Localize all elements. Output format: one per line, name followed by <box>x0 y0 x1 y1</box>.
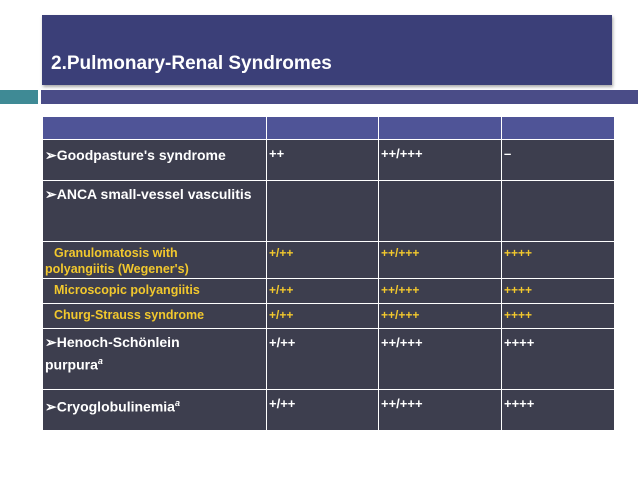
row-label-line: ➢Henoch-Schönlein <box>45 334 180 350</box>
cell-value <box>502 181 614 186</box>
row-label-cell <box>43 181 267 242</box>
row-label <box>43 390 266 417</box>
title-banner <box>42 15 612 85</box>
row-label-text: ➢Cryoglobulinemia <box>45 398 175 415</box>
cell-value: +/++ <box>269 335 296 350</box>
table-row <box>43 304 615 329</box>
table-row <box>43 140 615 181</box>
row-label-text: purpura <box>45 356 98 373</box>
cell-value <box>379 181 501 186</box>
value-cell <box>267 304 379 329</box>
footnote-marker: a <box>174 398 180 408</box>
value-cell <box>502 329 615 390</box>
value-cell <box>267 181 379 242</box>
header-cell <box>267 117 379 140</box>
cell-value: ++++ <box>504 283 533 297</box>
value-cell <box>502 181 615 242</box>
cell-value <box>267 181 378 186</box>
cell-value: ++/+++ <box>381 308 420 322</box>
value-cell <box>502 140 615 181</box>
cell-value: ++/+++ <box>381 283 420 297</box>
value-cell <box>379 329 502 390</box>
value-cell <box>379 140 502 181</box>
value-cell <box>267 329 379 390</box>
value-cell <box>502 279 615 304</box>
cell-value: ++/+++ <box>381 396 423 411</box>
cell-value: +/++ <box>269 396 296 411</box>
cell-value: ++++ <box>504 308 533 322</box>
value-cell <box>379 390 502 431</box>
slide-title: 2.Pulmonary-Renal Syndromes <box>51 53 332 74</box>
row-label-line: Granulomatosis with <box>54 246 178 260</box>
value-cell <box>379 181 502 242</box>
row-label <box>43 329 266 375</box>
row-label-cell <box>43 279 267 304</box>
cell-value: +/++ <box>269 246 294 260</box>
row-label: ➢ANCA small-vessel vasculitis <box>45 186 252 202</box>
row-label-cell <box>43 140 267 181</box>
value-cell <box>267 390 379 431</box>
cell-value: +/++ <box>269 308 294 322</box>
value-cell <box>502 304 615 329</box>
value-cell <box>502 390 615 431</box>
value-cell <box>267 140 379 181</box>
cell-value: ++++ <box>504 246 533 260</box>
row-label-cell <box>43 329 267 390</box>
value-cell <box>379 304 502 329</box>
header-cell <box>43 117 267 140</box>
value-cell <box>502 242 615 279</box>
accent-bar-purple <box>41 90 638 104</box>
cell-value: ++/+++ <box>381 246 420 260</box>
row-label-line: polyangiitis (Wegener's) <box>45 262 189 276</box>
cell-value: ++/+++ <box>381 335 423 350</box>
row-label-cell <box>43 304 267 329</box>
cell-value: +/++ <box>269 283 294 297</box>
header-cell <box>379 117 502 140</box>
row-label-line <box>45 352 263 375</box>
value-cell <box>379 279 502 304</box>
row-label <box>43 242 266 277</box>
table-row <box>43 242 615 279</box>
cell-value: ++/+++ <box>381 146 423 161</box>
footnote-marker: a <box>97 356 103 366</box>
accent-bar-teal <box>0 90 38 104</box>
syndromes-table <box>42 116 615 431</box>
cell-value: – <box>504 146 512 161</box>
value-cell <box>267 279 379 304</box>
table-row <box>43 390 615 431</box>
table-header-row <box>43 117 615 140</box>
row-label-cell <box>43 390 267 431</box>
row-label: Churg-Strauss syndrome <box>54 308 205 322</box>
cell-value: ++++ <box>504 396 535 411</box>
table-row <box>43 329 615 390</box>
table-row <box>43 181 615 242</box>
row-label-cell <box>43 242 267 279</box>
row-label: ➢Goodpasture's syndrome <box>45 147 226 163</box>
row-label: Microscopic polyangiitis <box>54 283 200 297</box>
cell-value: ++++ <box>504 335 535 350</box>
table-row <box>43 279 615 304</box>
value-cell <box>379 242 502 279</box>
cell-value: ++ <box>269 146 285 161</box>
value-cell <box>267 242 379 279</box>
header-cell <box>502 117 615 140</box>
